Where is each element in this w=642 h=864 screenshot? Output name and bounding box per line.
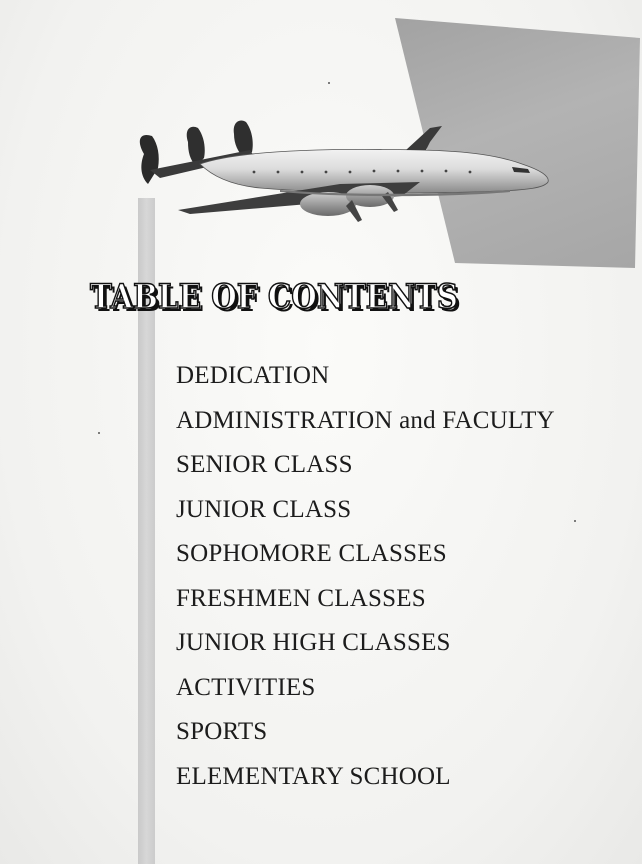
toc-item-sports: SPORTS bbox=[176, 718, 268, 745]
toc-item-activities: ACTIVITIES bbox=[176, 673, 316, 701]
toc-item-elementary-school: ELEMENTARY SCHOOL bbox=[176, 762, 451, 790]
toc-item-freshmen-classes: FRESHMEN CLASSES bbox=[176, 584, 426, 612]
toc-heading-text: TABLE OF CONTENTS bbox=[90, 277, 458, 317]
toc-item-administration-faculty: ADMINISTRATION and FACULTY bbox=[176, 406, 555, 434]
toc-heading-shadow: TABLE OF CONTENTS bbox=[93, 280, 461, 320]
toc-list bbox=[176, 354, 555, 799]
paper-speck bbox=[328, 82, 330, 84]
toc-item-dedication: DEDICATION bbox=[176, 362, 330, 389]
toc-item-sophomore-classes: SOPHOMORE CLASSES bbox=[176, 540, 447, 567]
paper-speck bbox=[98, 432, 100, 434]
toc-item-junior-class: JUNIOR CLASS bbox=[176, 495, 352, 523]
toc-item-junior-high-classes: JUNIOR HIGH CLASSES bbox=[176, 629, 451, 656]
airplane-icon bbox=[130, 112, 560, 232]
toc-heading bbox=[86, 270, 466, 320]
toc-item-senior-class: SENIOR CLASS bbox=[176, 451, 353, 478]
paper-speck bbox=[574, 520, 576, 522]
